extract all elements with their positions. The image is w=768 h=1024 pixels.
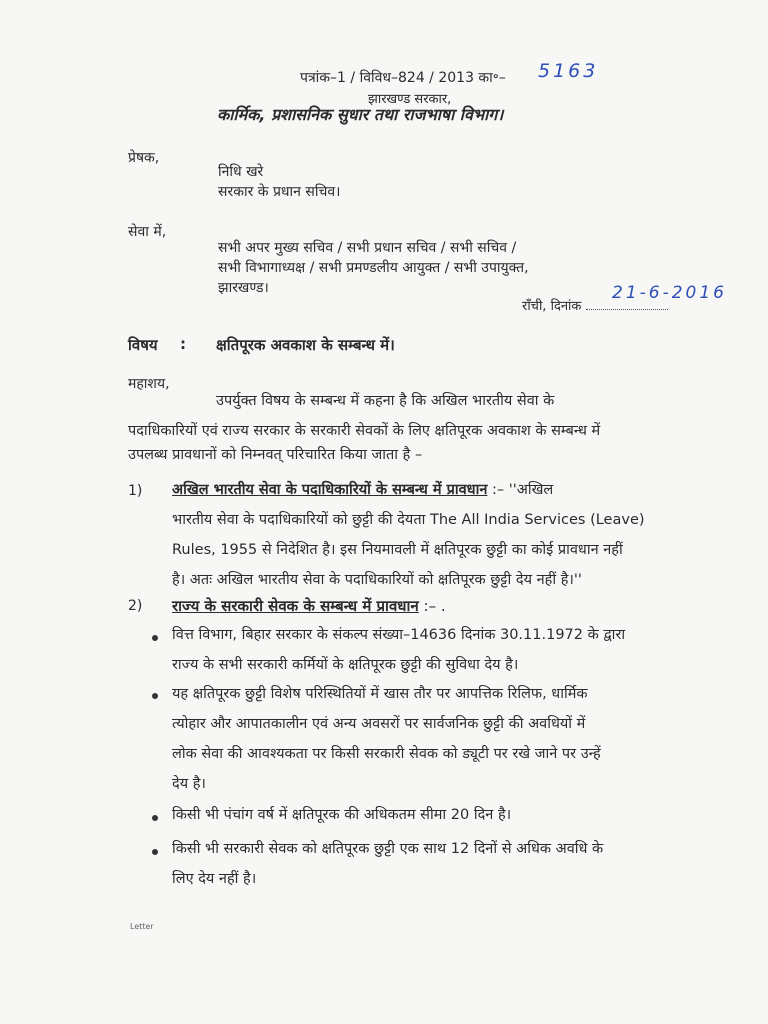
reference-number: पत्रांक–1 / विविध–824 / 2013 का॰– [300,70,506,86]
handwritten-ref-number: 5163 [538,60,599,82]
intro-line-2: पदाधिकारियों एवं राज्य सरकार के सरकारी सेवकों के लिए क्षतिपूरक अवकाश के सम्बन्ध में [128,423,601,439]
section-1-line-1-tail: ''अखिल [508,482,554,498]
subject-text: क्षतिपूरक अवकाश के सम्बन्ध में। [216,336,395,354]
subject-label: विषय [128,336,158,354]
recipient-line-1: सभी अपर मुख्य सचिव / सभी प्रधान सचिव / सभी सचिव / [218,240,517,256]
bullet-1 [172,620,697,680]
bullet-dot [152,849,158,855]
recipient-line-3: झारखण्ड। [218,280,269,296]
section-1-separator: :– [492,482,505,498]
section-2-separator: :– . [423,597,446,615]
section-2-heading-line [172,596,446,616]
sender-label: प्रेषक, [128,150,160,166]
section-1-line-3: Rules, 1955 से निदेशित है। इस नियमावली में क्षतिपूरक छुट्टी का कोई प्रावधान नहीं [172,542,623,558]
footer-mark: Letter [130,922,154,931]
sender-name: निधि खरे [218,164,264,180]
section-1-number: 1) [128,483,143,499]
bullet-2-line-1: यह क्षतिपूरक छुट्टी विशेष परिस्थितियों में खास तौर पर आपत्तिक रिलिफ, धार्मिक [172,686,588,702]
bullet-4 [172,834,697,894]
section-1-line-2: भारतीय सेवा के पदाधिकारियों को छुट्टी की देयता The All India Services (Leave) [172,512,645,528]
intro-line-1: उपर्युक्त विषय के सम्बन्ध में कहना है कि अखिल भारतीय सेवा के [216,393,555,409]
government-name: झारखण्ड सरकार, [368,92,452,107]
bullet-dot [152,815,158,821]
handwritten-date: 21-6-2016 [612,283,727,303]
date-dotted-line [586,308,668,310]
department-name: कार्मिक, प्रशासनिक सुधार तथा राजभाषा विभाग। [217,105,504,124]
bullet-3 [172,800,697,830]
bullet-dot [152,635,158,641]
salutation: महाशय, [128,376,170,392]
recipient-line-2: सभी विभागाध्यक्ष / सभी प्रमण्डलीय आयुक्त / सभी उपायुक्त, [218,260,529,276]
bullet-2-line-4: देय है। [172,776,206,792]
bullet-1-line-2: राज्य के सभी सरकारी कर्मियों के क्षतिपूरक छुट्टी की सुविधा देय है। [172,657,519,673]
bullet-2-line-2: त्योहार और आपातकालीन एवं अन्य अवसरों पर सार्वजनिक छुट्टी की अवधियों में [172,716,586,732]
section-1-heading: अखिल भारतीय सेवा के पदाधिकारियों के सम्बन्ध में प्रावधान [172,482,488,498]
section-2-heading: राज्य के सरकारी सेवक के सम्बन्ध में प्रावधान [172,597,419,615]
recipient-label: सेवा में, [128,224,167,240]
bullet-3-line-1: किसी भी पंचांग वर्ष में क्षतिपूरक की अधिकतम सीमा 20 दिन है। [172,807,512,823]
subject-colon: : [180,335,186,353]
sender-designation: सरकार के प्रधान सचिव। [218,184,341,200]
section-1-line-1 [172,475,697,505]
section-1-paragraph [172,475,697,595]
section-1-line-4: है। अतः अखिल भारतीय सेवा के पदाधिकारियों को क्षतिपूरक छुट्टी देय नहीं है।'' [172,572,582,588]
bullet-2 [172,679,697,799]
section-2-number: 2) [128,598,143,614]
bullet-4-line-2: लिए देय नहीं है। [172,871,257,887]
bullet-1-line-1: वित्त विभाग, बिहार सरकार के संकल्प संख्या–14636 दिनांक 30.11.1972 के द्वारा [172,627,626,643]
intro-line-3: उपलब्ध प्रावधानों को निम्नवत् परिचारित किया जाता है – [128,447,423,463]
bullet-4-line-1: किसी भी सरकारी सेवक को क्षतिपूरक छुट्टी एक साथ 12 दिनों से अधिक अवधि के [172,841,604,857]
bullet-2-line-3: लोक सेवा की आवश्यकता पर किसी सरकारी सेवक को ड्यूटी पर रखे जाने पर उन्हें [172,746,601,762]
intro-paragraph [128,386,694,470]
place-date-text: राँची, दिनांक [522,299,582,314]
bullet-dot [152,693,158,699]
